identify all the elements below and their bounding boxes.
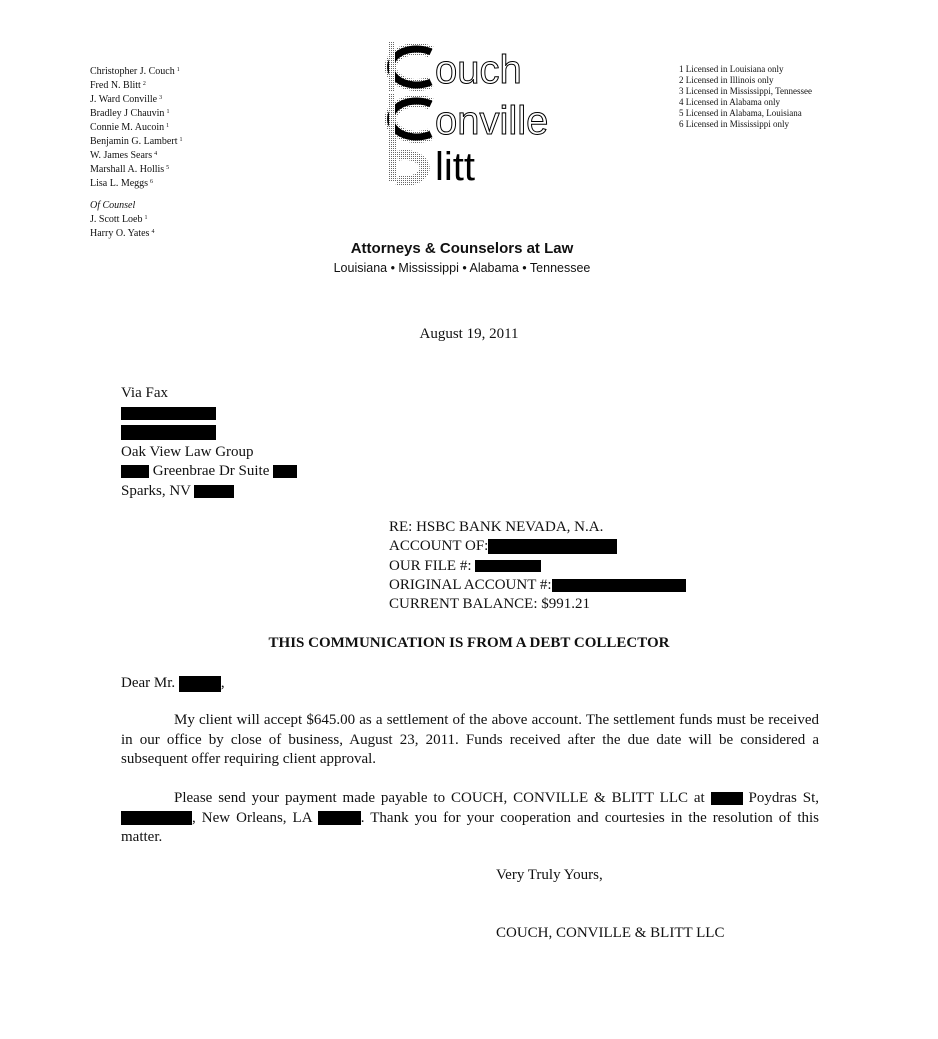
logo-word: ouch (435, 48, 522, 92)
logo-word: litt (435, 145, 475, 186)
recipient-block (121, 384, 297, 501)
re-current-balance: CURRENT BALANCE: $991.21 (389, 596, 590, 613)
letter-date: August 19, 2011 (419, 326, 519, 342)
counsel-name: Harry O. Yates $^4$ (90, 228, 155, 239)
firm-logo (385, 38, 550, 186)
redaction-bar (194, 485, 234, 498)
recipient-company: Oak View Law Group (121, 443, 254, 460)
attorney-name: Bradley J Chauvin $^1$ (90, 108, 170, 119)
redaction-bar (121, 407, 216, 420)
redaction-bar (711, 792, 743, 805)
salutation: Dear Mr. , (121, 675, 225, 691)
attorney-name: Connie M. Aucoin $^1$ (90, 122, 170, 133)
attorney-name: Lisa L. Meggs $^6$ (90, 178, 154, 189)
re-bank: RE: HSBC BANK NEVADA, N.A. (389, 519, 604, 535)
re-account-of: ACCOUNT OF: (389, 537, 686, 556)
redaction-bar (475, 560, 541, 572)
license-notes (679, 64, 812, 130)
license-note: 1 Licensed in Louisiana only (679, 64, 784, 74)
license-note: 3 Licensed in Mississippi, Tennessee (679, 86, 812, 96)
recipient-city: Sparks, NV (121, 482, 297, 502)
logo-word: onville (435, 99, 549, 143)
attorney-name: J. Ward Conville $^3$ (90, 94, 163, 105)
closing: Very Truly Yours, (496, 867, 603, 883)
redaction-bar (552, 579, 686, 592)
re-original-account: ORIGINAL ACCOUNT #: (389, 576, 686, 595)
redaction-bar (121, 465, 149, 478)
redaction-bar (179, 676, 221, 692)
redaction-bar (273, 465, 297, 478)
logo-letter-c-icon (389, 94, 431, 144)
of-counsel-heading: Of Counsel (90, 200, 136, 211)
redaction-bar (488, 539, 617, 554)
attorney-name: W. James Sears $^4$ (90, 150, 158, 161)
debt-collector-notice: THIS COMMUNICATION IS FROM A DEBT COLLECTOR (268, 635, 670, 651)
license-note: 6 Licensed in Mississippi only (679, 119, 789, 129)
firm-title: Attorneys & Counselors at Law (350, 240, 574, 257)
counsel-name: J. Scott Loeb $^1$ (90, 214, 148, 225)
attorney-name: Fred N. Blitt $^2$ (90, 80, 146, 91)
firm-heading (0, 240, 924, 275)
attorney-name: Marshall A. Hollis $^5$ (90, 164, 170, 175)
reference-block (389, 518, 686, 614)
license-note: 2 Licensed in Illinois only (679, 75, 774, 85)
license-note: 5 Licensed in Alabama, Louisiana (679, 108, 802, 118)
attorney-name: Benjamin G. Lambert $^1$ (90, 136, 183, 147)
redaction-bar (318, 811, 361, 825)
body-paragraph: My client will accept $645.00 as a settlement of the above account. The settlement funds must be received in our office by close of business, August 23, 2011. Funds received after the due date will be considered a subsequent offer requiring client approval. (121, 712, 819, 767)
redaction-bar (121, 811, 192, 825)
firm-states: Louisiana • Mississippi • Alabama • Tennessee (333, 261, 591, 275)
license-note: 4 Licensed in Alabama only (679, 97, 780, 107)
logo-letter-c-icon (389, 42, 431, 92)
attorney-list (90, 64, 182, 240)
logo-letter-b-icon (389, 138, 425, 182)
body-paragraph: Please send your payment made payable to COUCH, CONVILLE & BLITT LLC at Poydras St,, New Orleans, LA . Thank you for your cooperation and courtesies in the resolution of this matter. (121, 790, 819, 845)
redaction-bar (121, 425, 216, 440)
recipient-street: Greenbrae Dr Suite (121, 462, 297, 482)
delivery-method: Via Fax (121, 385, 169, 401)
signature: COUCH, CONVILLE & BLITT LLC (496, 925, 725, 941)
attorney-name: Christopher J. Couch $^1$ (90, 66, 180, 77)
re-our-file: OUR FILE #: (389, 557, 686, 576)
